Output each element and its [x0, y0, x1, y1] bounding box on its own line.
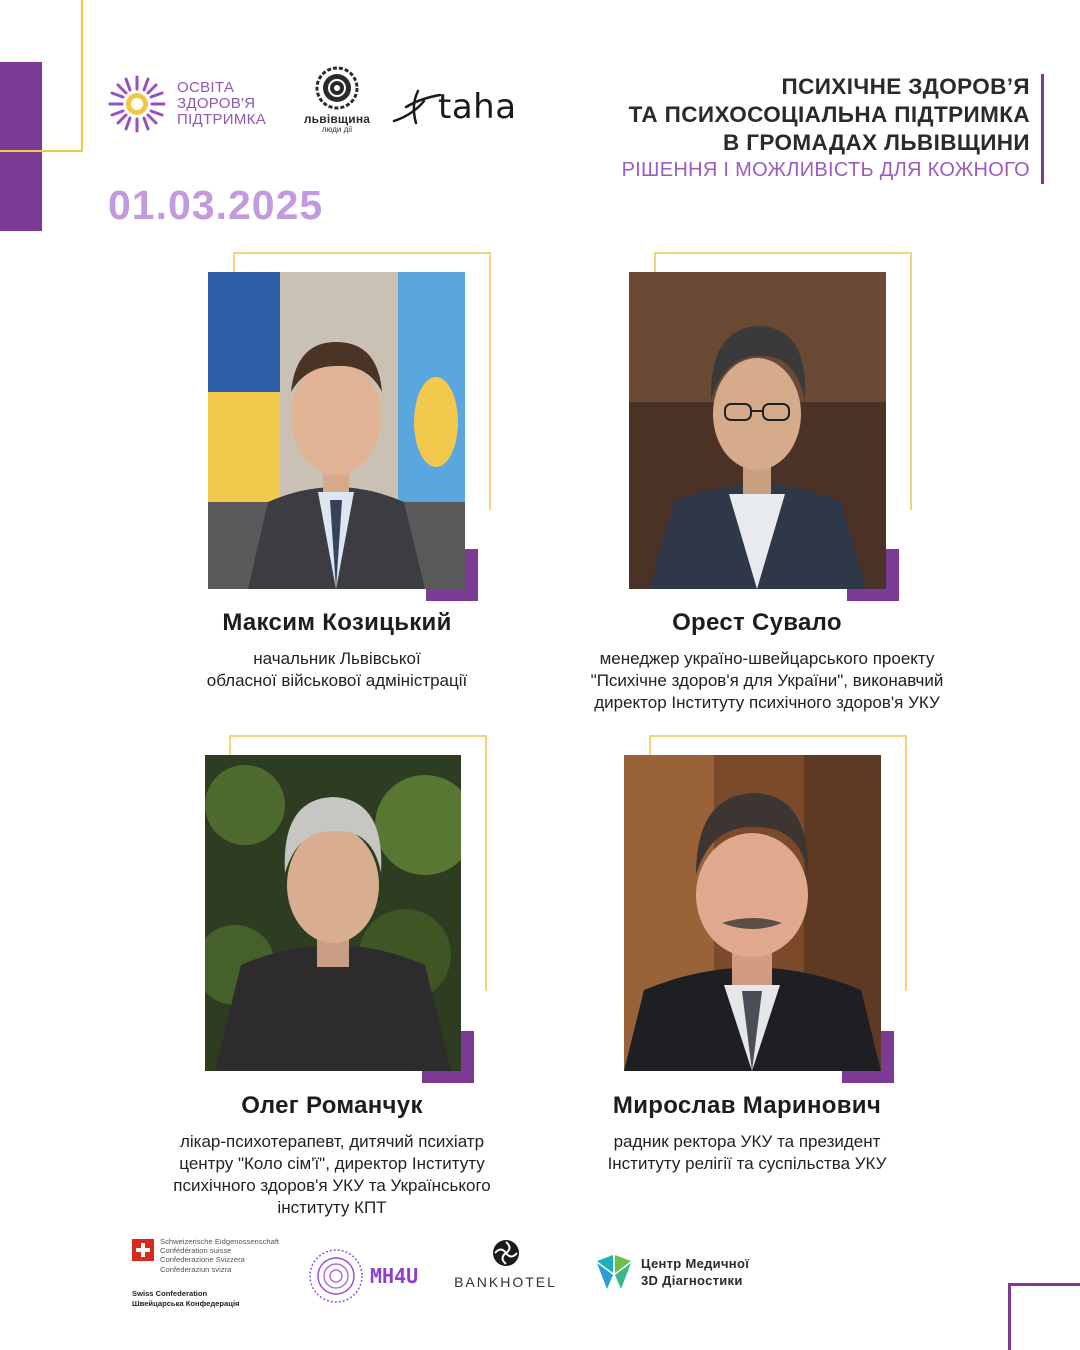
- osvita-text: ОСВІТА ЗДОРОВ'Я ПІДТРИМКА: [177, 79, 266, 128]
- speaker-role: лікар-психотерапевт, дитячий психіатр центру "Коло сім'ї", директор Інституту психічного здоров'я УКУ та Українського інституту КПТ: [173, 1132, 491, 1217]
- lviv-tagline: люди дії: [321, 125, 353, 134]
- portrait-image: [208, 272, 465, 589]
- bankhotel-emblem-icon: [491, 1238, 521, 1268]
- event-subtitle: РІШЕННЯ І МОЖЛИВІСТЬ ДЛЯ КОЖНОГО: [621, 159, 1030, 181]
- logo-bankhotel: [448, 1238, 563, 1302]
- gold-frame-edge: [229, 735, 231, 755]
- logo-swiss-confederation: [132, 1237, 297, 1313]
- portrait-image: [205, 755, 461, 1071]
- medical-3d-text: Центр Медичної 3D Діагностики: [641, 1256, 750, 1288]
- lviv-emblem-icon: [315, 66, 359, 110]
- portrait-image: [629, 272, 886, 589]
- title-line-2: ТА ПСИХОСОЦІАЛЬНА ПІДТРИМКА: [628, 102, 1030, 127]
- event-date: 01.03.2025: [108, 182, 324, 228]
- taha-swoosh-icon: [392, 87, 442, 127]
- taha-text: taha: [438, 87, 517, 127]
- logo-osvita: [107, 72, 277, 136]
- swiss-cross-icon: [132, 1239, 154, 1261]
- gold-frame-edge: [233, 252, 235, 272]
- decor-gold-line-horizontal: [0, 150, 83, 152]
- logo-medical-3d: [595, 1250, 775, 1294]
- decor-gold-line-vertical: [81, 0, 83, 152]
- logo-lvivshchyna: [292, 66, 382, 136]
- title-line-3: В ГРОМАДАХ ЛЬВІВЩИНИ: [722, 130, 1030, 155]
- osvita-sun-icon: [107, 74, 167, 134]
- decor-corner-horizontal: [1008, 1283, 1080, 1286]
- decor-purple-block: [0, 62, 42, 231]
- swiss-names-en-ua: Swiss Confederation Швейцарська Конфедерація: [132, 1289, 240, 1308]
- lviv-name: львівщина: [303, 112, 371, 126]
- mh4u-text: MH4U: [370, 1264, 419, 1288]
- speaker-role: менеджер україно-швейцарського проекту "Психічне здоров'я для України", виконавчий директор Інституту психічного здоров'я УКУ: [590, 649, 944, 712]
- speaker-photo-1: [208, 272, 465, 589]
- medical-3d-icon: [595, 1253, 633, 1291]
- speaker-name: Максим Козицький: [222, 609, 452, 636]
- swiss-names: Schweizerische Eidgenossenschaft Confédération suisse Confederazione Svizzera Confederaziun svizra: [160, 1237, 280, 1274]
- gold-frame-edge: [649, 735, 651, 755]
- speaker-name: Олег Романчук: [241, 1092, 423, 1119]
- portrait-image: [624, 755, 881, 1071]
- speaker-role: начальник Львівської обласної військової адміністрації: [206, 649, 468, 690]
- speaker-name: Орест Сувало: [672, 609, 842, 636]
- title-line-1: ПСИХІЧНЕ ЗДОРОВ’Я: [781, 74, 1030, 99]
- event-title: [510, 73, 1030, 184]
- speaker-photo-4: [624, 755, 881, 1071]
- speaker-photo-3: [205, 755, 461, 1071]
- speaker-photo-2: [629, 272, 886, 589]
- speaker-name: Мирослав Маринович: [612, 1092, 882, 1119]
- bankhotel-text: BANKHOTEL: [454, 1274, 557, 1290]
- decor-corner-vertical: [1008, 1283, 1011, 1350]
- speaker-role: радник ректора УКУ та президент Інституту релігії та суспільства УКУ: [607, 1132, 887, 1173]
- gold-frame-edge: [654, 252, 656, 272]
- mh4u-circle-icon: [308, 1248, 364, 1304]
- logo-mh4u: [308, 1247, 433, 1305]
- decor-title-bar: [1041, 74, 1044, 184]
